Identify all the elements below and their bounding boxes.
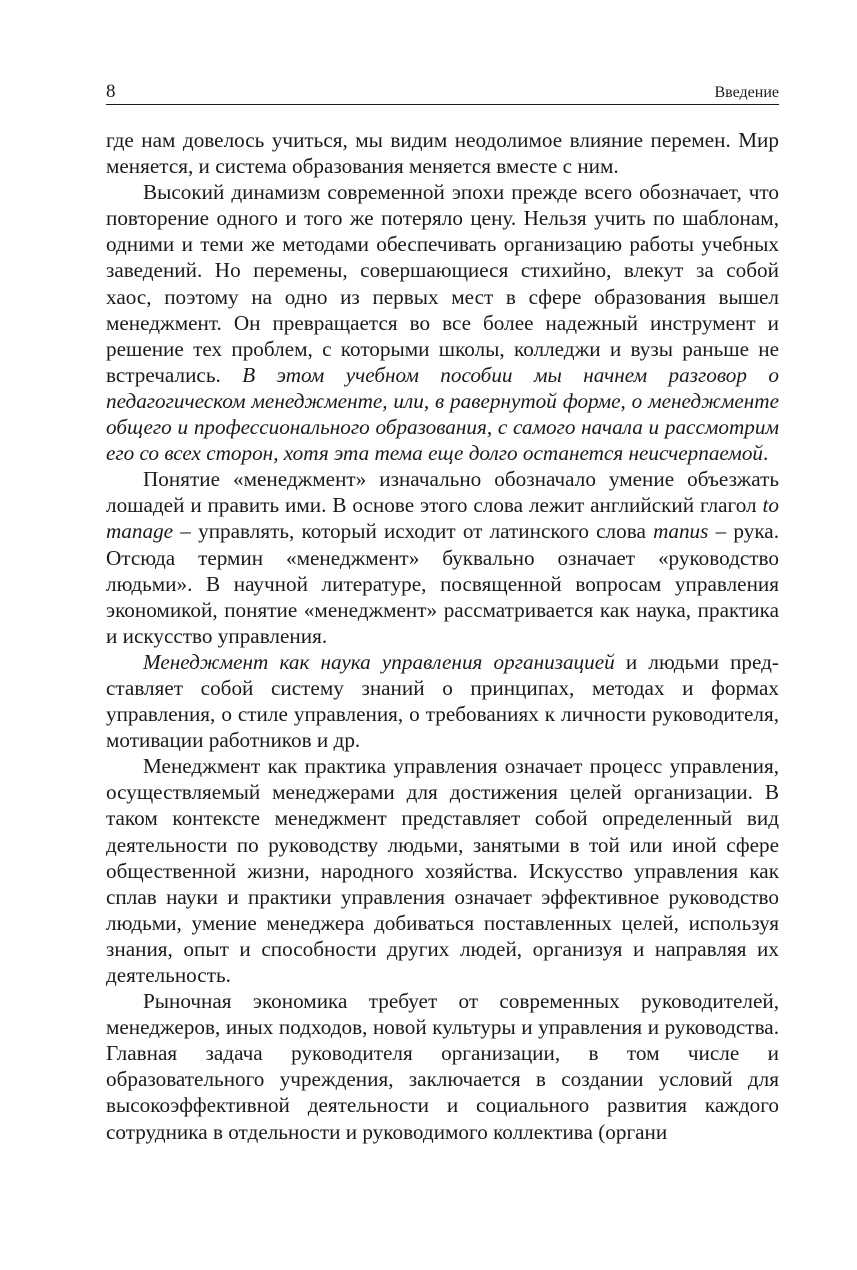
text-run: где нам довелось учиться, мы видим неодолимое влияние перемен. Мир меняется, и система образования меняется вместе с ним. bbox=[106, 128, 779, 179]
paragraph-1 bbox=[106, 127, 779, 179]
text-run: – рука. Отсюда термин «менеджмент» буквально означает «руководство людьми». В научной литературе, посвященной вопросам управления экономикой, понятие «менеджмент» рассматривается как наука, практика и искусство управления. bbox=[106, 519, 779, 648]
running-header bbox=[106, 78, 779, 105]
section-title: Введение bbox=[714, 84, 779, 101]
paragraph-5 bbox=[106, 753, 779, 988]
text-run: Рыночная экономика требует от современных руководителей, менеджеров, иных подходов, новой культуры и управления и руководства. Главная задача руководителя организации, в том числе и образовательного учреждения, заключается в создании условий для высокоэффективной деятельности и социального развития каждого сотрудника в отдельности и руководимого коллектива (органи bbox=[106, 989, 779, 1144]
text-run: . bbox=[763, 441, 769, 466]
paragraph-2 bbox=[106, 179, 779, 466]
italic-term: to manage bbox=[106, 493, 779, 544]
paragraph-6 bbox=[106, 988, 779, 1145]
page-number: 8 bbox=[106, 81, 116, 102]
paragraph-4 bbox=[106, 649, 779, 753]
text-run: Высокий динамизм современной эпохи прежде всего обозначает, что повторение одного и того же потеряло цену. Нельзя учить по шаблонам, одними и теми же методами обеспечивать организацию работы учебных заведений. Но перемены, совершающиеся стихийно, влекут за собой хаос, поэтому на одно из первых мест в сфере образования вышел менеджмент. Он превращается во все более надежный инструмент и решение тех проблем, с которыми школы, колледжи и вузы раньше не встречались. bbox=[106, 180, 779, 387]
book-page bbox=[106, 78, 779, 1145]
text-run: Понятие «менеджмент» изначально обозначало умение объезжать лошадей и править ими. В основе этого слова лежит английский глагол bbox=[106, 467, 779, 518]
body-text bbox=[106, 127, 779, 1145]
italic-text-run: Менеджмент как наука управления организацией bbox=[143, 649, 615, 674]
paragraph-3 bbox=[106, 466, 779, 649]
text-run: Менеджмент как практика управления означает процесс управления, осуществляемый менеджерами для достижения целей организации. В таком контексте менеджмент представляет собой определенный вид деятельности по руководству людьми, занятыми в той или иной сфере общественной жизни, народного хозяйства. Искусство управления как сплав науки и практики управления означает эффективное руководство людьми, умение менеджера добиваться поставленных целей, используя знания, опыт и способности других людей, организуя и направляя их деятельность. bbox=[106, 754, 779, 987]
text-run: и людьми представляет собой систему знаний о принципах, методах и формах управления, о стиле управления, о требованиях к личности руководителя, мотивации работников и др. bbox=[106, 649, 779, 753]
italic-term: manus bbox=[653, 519, 709, 544]
text-run: – управлять, который исходит от латинского слова bbox=[173, 519, 654, 544]
italic-text-run: В этом учебном пособии мы начнем разговор о педагогическом менеджменте, или, в равернутой форме, о менеджменте общего и профессионального образования, с самого начала и рассмотрим его со всех сторон, хотя эта тема еще долго останется неисчерпаемой bbox=[106, 362, 780, 466]
